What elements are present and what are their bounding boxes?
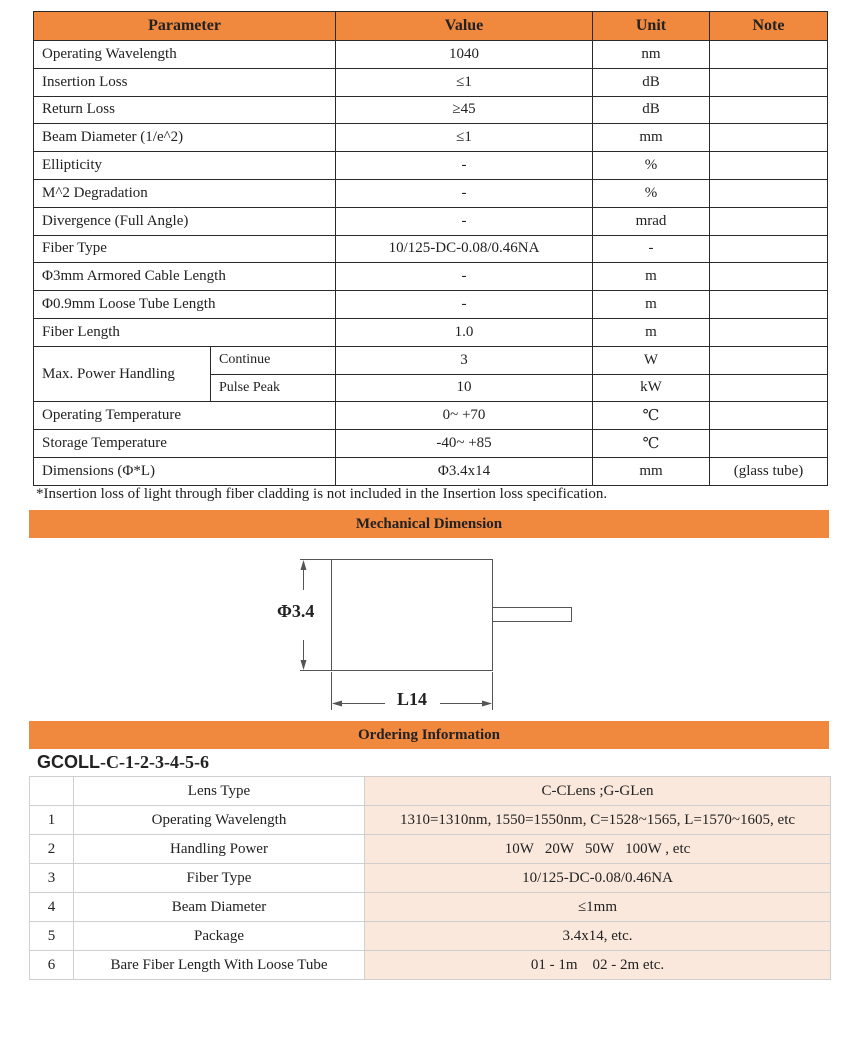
length-label: L14 — [397, 689, 428, 709]
spec-header-row — [34, 12, 828, 41]
collimator-body — [332, 560, 493, 671]
table-row — [34, 263, 828, 291]
table-row — [30, 777, 831, 806]
unit-cell: kW — [593, 374, 710, 402]
param-cell: Φ0.9mm Loose Tube Length — [34, 291, 336, 319]
unit-cell: mrad — [593, 207, 710, 235]
note-cell — [710, 346, 828, 374]
note-cell — [710, 318, 828, 346]
order-value-cell: C-CLens ;G-GLen — [365, 777, 831, 806]
note-cell — [710, 207, 828, 235]
value-cell: - — [336, 207, 593, 235]
value-cell: ≤1 — [336, 68, 593, 96]
param-cell: Dimensions (Φ*L) — [34, 457, 336, 485]
arrow-down — [301, 660, 307, 670]
table-row — [34, 402, 828, 430]
param-cell: Storage Temperature — [34, 430, 336, 458]
order-value-cell: 01 - 1m 02 - 2m etc. — [365, 951, 831, 980]
value-cell: -40~ +85 — [336, 430, 593, 458]
note-cell — [710, 96, 828, 124]
note-cell: (glass tube) — [710, 457, 828, 485]
value-cell: ≤1 — [336, 124, 593, 152]
value-cell: 0~ +70 — [336, 402, 593, 430]
note-cell — [710, 291, 828, 319]
ordering-table — [29, 776, 831, 980]
order-name-cell: Lens Type — [74, 777, 365, 806]
table-row — [34, 430, 828, 458]
unit-cell: ℃ — [593, 402, 710, 430]
param-cell: Operating Wavelength — [34, 41, 336, 69]
unit-cell: m — [593, 263, 710, 291]
fiber-tail — [493, 608, 572, 622]
header-unit: Unit — [593, 12, 710, 41]
note-cell — [710, 430, 828, 458]
order-num-cell: 6 — [30, 951, 74, 980]
value-cell: ≥45 — [336, 96, 593, 124]
order-name-cell: Operating Wavelength — [74, 806, 365, 835]
param-cell: M^2 Degradation — [34, 179, 336, 207]
order-num-cell: 5 — [30, 922, 74, 951]
header-value: Value — [336, 12, 593, 41]
order-value-cell: 3.4x14, etc. — [365, 922, 831, 951]
unit-cell: % — [593, 152, 710, 180]
table-row — [34, 235, 828, 263]
ordering-information-header: Ordering Information — [29, 721, 829, 749]
order-value-cell: 10W 20W 50W 100W , etc — [365, 835, 831, 864]
order-name-cell: Beam Diameter — [74, 893, 365, 922]
param-cell: Fiber Length — [34, 318, 336, 346]
value-cell: 1.0 — [336, 318, 593, 346]
table-row — [34, 346, 828, 374]
param-cell: Beam Diameter (1/e^2) — [34, 124, 336, 152]
unit-cell: - — [593, 235, 710, 263]
value-cell: 3 — [336, 346, 593, 374]
table-row — [30, 893, 831, 922]
value-cell: Φ3.4x14 — [336, 457, 593, 485]
order-num-cell: 2 — [30, 835, 74, 864]
order-num-cell: 3 — [30, 864, 74, 893]
arrow-up — [301, 560, 307, 570]
table-row — [34, 96, 828, 124]
note-cell — [710, 41, 828, 69]
table-row — [34, 457, 828, 485]
table-row — [34, 318, 828, 346]
unit-cell: dB — [593, 68, 710, 96]
arrow-left — [332, 701, 342, 707]
diameter-label: Φ3.4 — [277, 601, 315, 621]
table-row — [34, 207, 828, 235]
order-value-cell: ≤1mm — [365, 893, 831, 922]
sub-param-cell: Continue — [211, 346, 336, 374]
table-row — [34, 41, 828, 69]
order-num-cell: 4 — [30, 893, 74, 922]
header-note: Note — [710, 12, 828, 41]
unit-cell: m — [593, 291, 710, 319]
note-cell — [710, 152, 828, 180]
ordering-code-suffix: -C-1-2-3-4-5-6 — [100, 752, 209, 772]
value-cell: - — [336, 152, 593, 180]
param-cell: Fiber Type — [34, 235, 336, 263]
note-cell — [710, 263, 828, 291]
note-cell — [710, 179, 828, 207]
param-cell: Φ3mm Armored Cable Length — [34, 263, 336, 291]
param-cell: Return Loss — [34, 96, 336, 124]
table-row — [34, 124, 828, 152]
unit-cell: W — [593, 346, 710, 374]
order-value-cell: 10/125-DC-0.08/0.46NA — [365, 864, 831, 893]
unit-cell: dB — [593, 96, 710, 124]
table-row — [34, 68, 828, 96]
param-cell: Divergence (Full Angle) — [34, 207, 336, 235]
unit-cell: mm — [593, 124, 710, 152]
order-num-cell — [30, 777, 74, 806]
table-row — [30, 835, 831, 864]
arrow-right — [482, 701, 492, 707]
note-cell — [710, 402, 828, 430]
sub-param-cell: Pulse Peak — [211, 374, 336, 402]
param-cell: Max. Power Handling — [34, 346, 211, 402]
unit-cell: nm — [593, 41, 710, 69]
spec-table — [33, 11, 828, 486]
order-name-cell: Bare Fiber Length With Loose Tube — [74, 951, 365, 980]
value-cell: - — [336, 179, 593, 207]
unit-cell: % — [593, 179, 710, 207]
table-row — [30, 951, 831, 980]
unit-cell: ℃ — [593, 430, 710, 458]
param-cell: Insertion Loss — [34, 68, 336, 96]
table-row — [34, 152, 828, 180]
value-cell: 1040 — [336, 41, 593, 69]
order-value-cell: 1310=1310nm, 1550=1550nm, C=1528~1565, L=1570~1605, etc — [365, 806, 831, 835]
unit-cell: m — [593, 318, 710, 346]
order-name-cell: Fiber Type — [74, 864, 365, 893]
param-cell: Ellipticity — [34, 152, 336, 180]
table-row — [30, 806, 831, 835]
value-cell: 10/125-DC-0.08/0.46NA — [336, 235, 593, 263]
value-cell: - — [336, 263, 593, 291]
table-row — [34, 179, 828, 207]
note-cell — [710, 235, 828, 263]
order-num-cell: 1 — [30, 806, 74, 835]
footnote: *Insertion loss of light through fiber cladding is not included in the Insertion loss specification. — [36, 486, 608, 502]
ordering-code-prefix: GCOLL — [37, 752, 100, 772]
note-cell — [710, 124, 828, 152]
order-name-cell: Handling Power — [74, 835, 365, 864]
note-cell — [710, 374, 828, 402]
param-cell: Operating Temperature — [34, 402, 336, 430]
unit-cell: mm — [593, 457, 710, 485]
table-row — [30, 922, 831, 951]
order-name-cell: Package — [74, 922, 365, 951]
mechanical-dimension-header: Mechanical Dimension — [29, 510, 829, 538]
note-cell — [710, 68, 828, 96]
value-cell: 10 — [336, 374, 593, 402]
ordering-code — [37, 752, 209, 773]
value-cell: - — [336, 291, 593, 319]
header-parameter: Parameter — [34, 12, 336, 41]
table-row — [34, 291, 828, 319]
table-row — [30, 864, 831, 893]
